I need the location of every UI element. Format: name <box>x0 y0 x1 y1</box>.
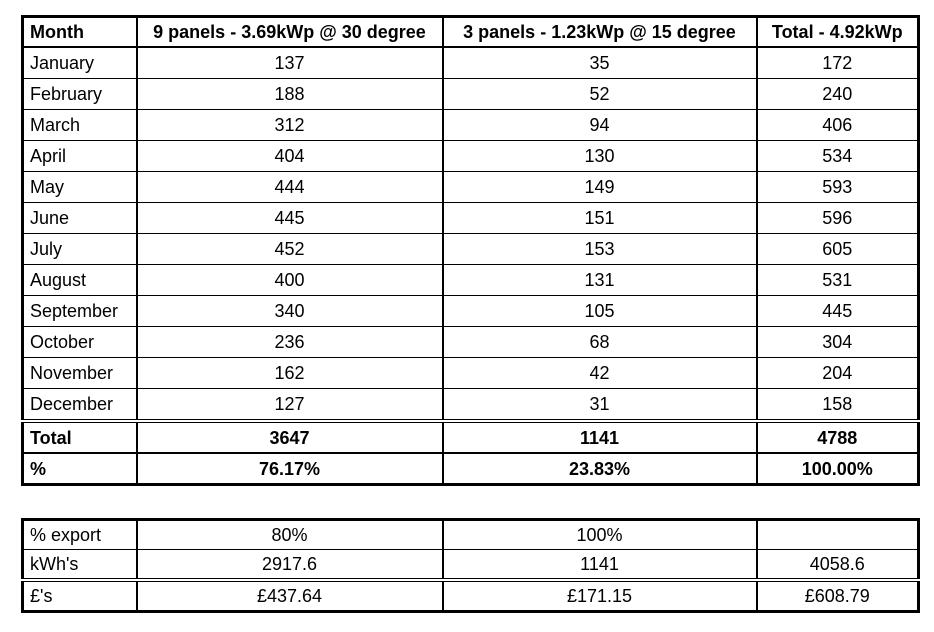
value-cell: 149 <box>443 172 757 203</box>
column-header: Total - 4.92kWp <box>757 17 919 48</box>
value-cell: 52 <box>443 79 757 110</box>
column-header: 3 panels - 1.23kWp @ 15 degree <box>443 17 757 48</box>
value-cell: 445 <box>757 296 919 327</box>
table-row <box>23 203 919 234</box>
export-percent-row <box>23 520 919 550</box>
total-row <box>23 421 919 453</box>
value-cell: 312 <box>137 110 443 141</box>
row-label-cell: % <box>23 453 137 485</box>
row-label-cell: May <box>23 172 137 203</box>
table-row <box>23 327 919 358</box>
value-cell: 444 <box>137 172 443 203</box>
value-cell: 596 <box>757 203 919 234</box>
value-cell: 593 <box>757 172 919 203</box>
value-cell: 172 <box>757 47 919 79</box>
table-row <box>23 110 919 141</box>
value-cell: 406 <box>757 110 919 141</box>
header-row <box>23 17 919 48</box>
value-cell: 1141 <box>443 550 757 581</box>
value-cell: £608.79 <box>757 580 919 612</box>
value-cell: 1141 <box>443 421 757 453</box>
value-cell: 105 <box>443 296 757 327</box>
value-cell: 127 <box>137 389 443 422</box>
value-cell: 153 <box>443 234 757 265</box>
value-cell: 23.83% <box>443 453 757 485</box>
value-cell: 404 <box>137 141 443 172</box>
value-cell: 162 <box>137 358 443 389</box>
table-row <box>23 141 919 172</box>
row-label-cell: April <box>23 141 137 172</box>
row-label-cell: March <box>23 110 137 141</box>
row-label-cell: £'s <box>23 580 137 612</box>
column-header: Month <box>23 17 137 48</box>
value-cell: £437.64 <box>137 580 443 612</box>
row-label-cell: % export <box>23 520 137 550</box>
value-cell: 151 <box>443 203 757 234</box>
row-label-cell: October <box>23 327 137 358</box>
row-label-cell: June <box>23 203 137 234</box>
value-cell: 76.17% <box>137 453 443 485</box>
value-cell: 35 <box>443 47 757 79</box>
value-cell: 158 <box>757 389 919 422</box>
value-cell: 4788 <box>757 421 919 453</box>
value-cell: 68 <box>443 327 757 358</box>
value-cell: 605 <box>757 234 919 265</box>
table-row <box>23 265 919 296</box>
row-label-cell: February <box>23 79 137 110</box>
production-table <box>21 15 920 486</box>
row-label-cell: January <box>23 47 137 79</box>
value-cell: 236 <box>137 327 443 358</box>
value-cell: 400 <box>137 265 443 296</box>
table-row <box>23 47 919 79</box>
column-header: 9 panels - 3.69kWp @ 30 degree <box>137 17 443 48</box>
value-cell: 80% <box>137 520 443 550</box>
kwh-row <box>23 550 919 581</box>
value-cell: 131 <box>443 265 757 296</box>
money-row <box>23 580 919 612</box>
value-cell: 94 <box>443 110 757 141</box>
value-cell: 130 <box>443 141 757 172</box>
value-cell: 304 <box>757 327 919 358</box>
percent-row <box>23 453 919 485</box>
table-row <box>23 296 919 327</box>
value-cell: 445 <box>137 203 443 234</box>
row-label-cell: December <box>23 389 137 422</box>
value-cell: 452 <box>137 234 443 265</box>
value-cell: 2917.6 <box>137 550 443 581</box>
value-cell: 137 <box>137 47 443 79</box>
value-cell: 340 <box>137 296 443 327</box>
row-label-cell: kWh's <box>23 550 137 581</box>
value-cell <box>757 520 919 550</box>
value-cell: 188 <box>137 79 443 110</box>
table-row <box>23 79 919 110</box>
export-table <box>21 518 920 613</box>
row-label-cell: November <box>23 358 137 389</box>
row-label-cell: August <box>23 265 137 296</box>
value-cell: 31 <box>443 389 757 422</box>
value-cell: 531 <box>757 265 919 296</box>
row-label-cell: July <box>23 234 137 265</box>
value-cell: 4058.6 <box>757 550 919 581</box>
table-row <box>23 234 919 265</box>
row-label-cell: Total <box>23 421 137 453</box>
value-cell: 240 <box>757 79 919 110</box>
table-row <box>23 358 919 389</box>
table-row <box>23 172 919 203</box>
value-cell: 204 <box>757 358 919 389</box>
value-cell: 42 <box>443 358 757 389</box>
value-cell: 534 <box>757 141 919 172</box>
value-cell: 100% <box>443 520 757 550</box>
value-cell: £171.15 <box>443 580 757 612</box>
value-cell: 100.00% <box>757 453 919 485</box>
table-row <box>23 389 919 422</box>
value-cell: 3647 <box>137 421 443 453</box>
row-label-cell: September <box>23 296 137 327</box>
